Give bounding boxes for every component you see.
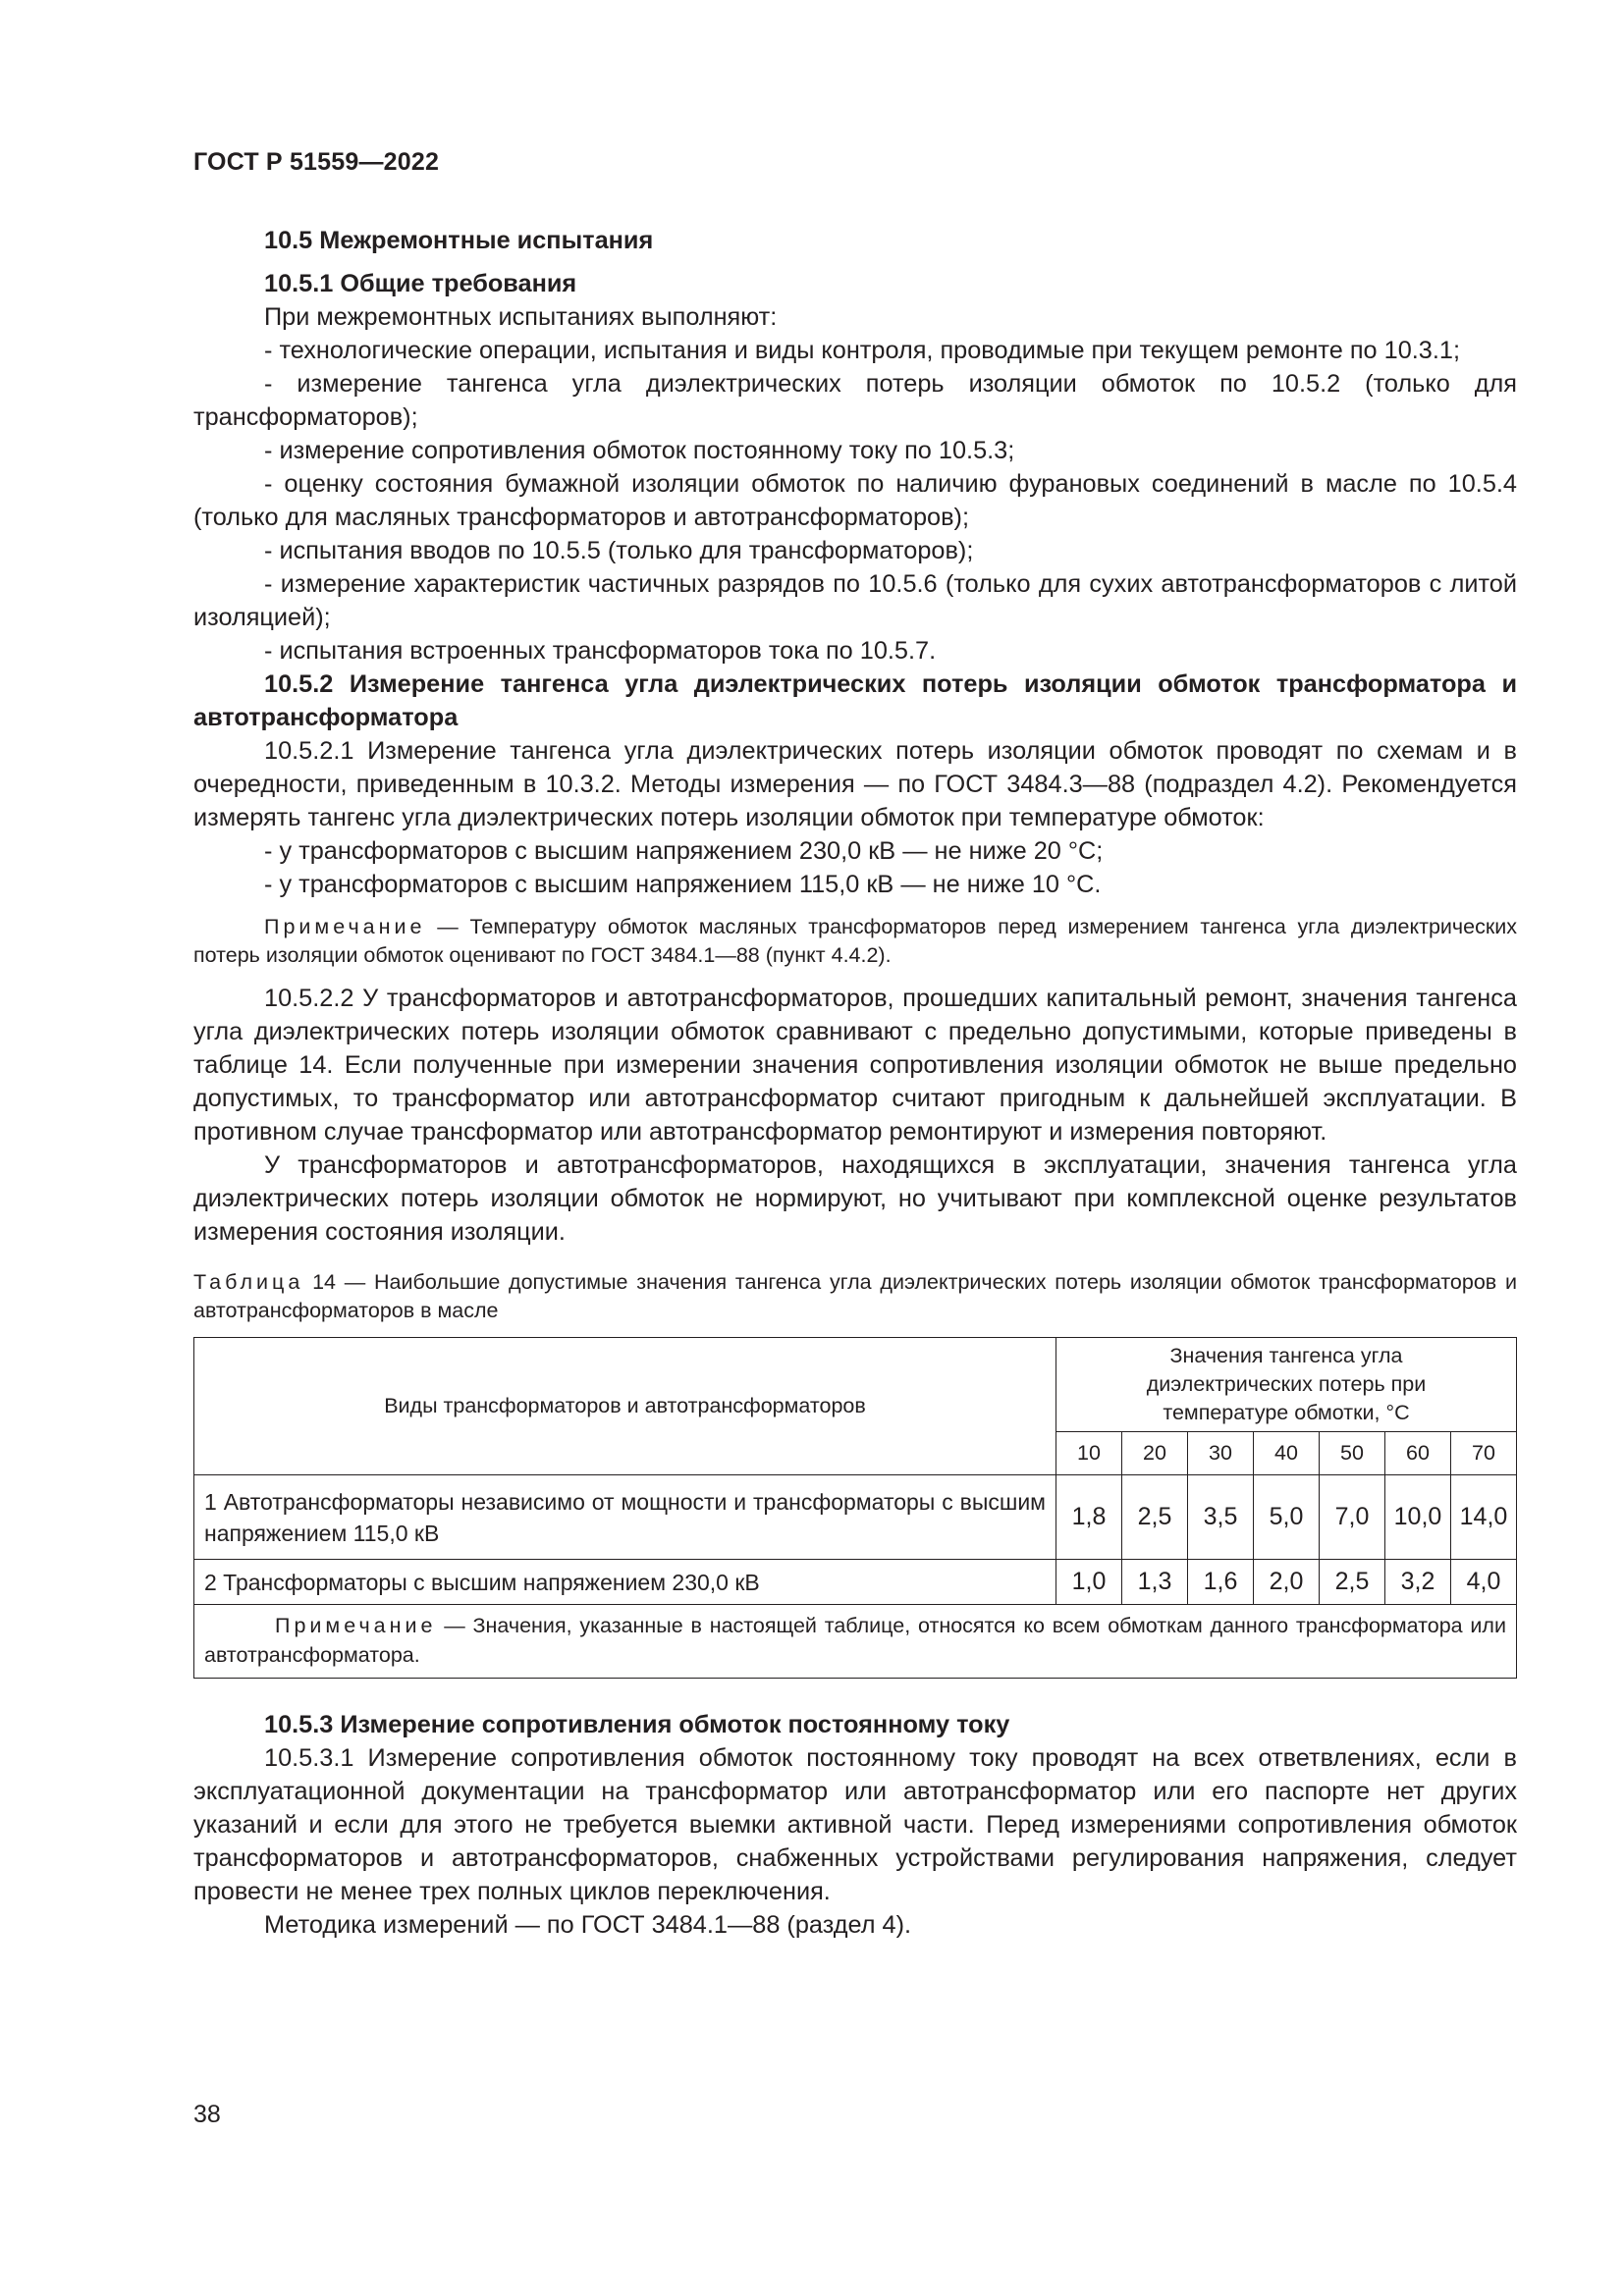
paragraph-10-5-2-1: 10.5.2.1 Измерение тангенса угла диэлектрических потерь изоляции обмоток проводят по схемам и в очередности, приведенным в 10.3.2. Методы измерения — по ГОСТ 3484.3—88 (подраздел 4.2). Рекомендуется измерять тангенс угла диэлектрических потерь изоляции обмоток при температуре обмоток: — [193, 737, 1517, 831]
list-item: - у трансформаторов с высшим напряжением 230,0 кВ — не ниже 20 °С; — [264, 837, 1104, 865]
subsection-heading-10-5-3: 10.5.3 Измерение сопротивления обмоток постоянному току — [264, 1711, 1010, 1738]
header-cell-values: Значения тангенса угла диэлектрических потерь при температуре обмотки, °С — [1056, 1338, 1517, 1432]
table-cell: 2,5 — [1320, 1560, 1385, 1605]
header-cell-type: Виды трансформаторов и автотрансформаторов — [194, 1338, 1056, 1475]
list-item: - испытания встроенных трансформаторов тока по 10.5.7. — [264, 637, 937, 665]
document-header: ГОСТ Р 51559—2022 — [193, 148, 440, 176]
paragraph-10-5-2-2: 10.5.2.2 У трансформаторов и автотрансформаторов, прошедших капитальный ремонт, значения тангенса угла диэлектрических потерь изоляции обмоток сравнивают с предельно допустимыми, которые приведены в таблице 14. Если полученные при измерении значения сопротивления изоляции обмоток не выше предельно допустимых, то трансформатор или автотрансформатор считают пригодным к дальнейшей эксплуатации. В противном случае трансформатор или автотрансформатор ремонтируют и измерения повторяют. — [193, 985, 1517, 1146]
table-cell: 5,0 — [1254, 1475, 1320, 1560]
header-cell-temp: 50 — [1320, 1432, 1385, 1475]
note-label: Примечание — [264, 915, 426, 938]
note-10-5-2 — [193, 913, 1517, 970]
table-row — [194, 1560, 1517, 1605]
header-cell-temp: 20 — [1122, 1432, 1188, 1475]
table-cell: 1,8 — [1056, 1475, 1122, 1560]
table-row — [194, 1475, 1517, 1560]
list-item: - измерение характеристик частичных разрядов по 10.5.6 (только для сухих автотрансформаторов с литой изоляцией); — [193, 570, 1517, 631]
page-number: 38 — [193, 2101, 221, 2128]
note-text: — Температуру обмоток масляных трансформаторов перед измерением тангенса угла диэлектрических потерь изоляции обмоток оценивают по ГОСТ 3484.1—88 (пункт 4.4.2). — [193, 915, 1517, 967]
list-item: - испытания вводов по 10.5.5 (только для трансформаторов); — [264, 537, 974, 564]
row-label: 1 Автотрансформаторы независимо от мощности и трансформаторы с высшим напряжением 115,0 кВ — [194, 1475, 1056, 1560]
table-cell: 3,5 — [1188, 1475, 1254, 1560]
table-cell: 2,5 — [1122, 1475, 1188, 1560]
table-caption — [193, 1268, 1517, 1325]
table-cell: 2,0 — [1254, 1560, 1320, 1605]
table-caption-text: 14 — Наибольшие допустимые значения тангенса угла диэлектрических потерь изоляции обмоток трансформаторов и автотрансформаторов в масле — [193, 1270, 1517, 1322]
table-cell: 1,0 — [1056, 1560, 1122, 1605]
paragraph-operation: У трансформаторов и автотрансформаторов, находящихся в эксплуатации, значения тангенса угла диэлектрических потерь изоляции обмоток не нормируют, но учитывают при комплексной оценке результатов измерения состояния изоляции. — [193, 1151, 1517, 1246]
list-item: - оценку состояния бумажной изоляции обмоток по наличию фурановых соединений в масле по 10.5.4 (только для масляных трансформаторов и автотрансформаторов); — [193, 470, 1517, 531]
header-cell-temp: 10 — [1056, 1432, 1122, 1475]
header-cell-temp: 30 — [1188, 1432, 1254, 1475]
list-item: - у трансформаторов с высшим напряжением 115,0 кВ — не ниже 10 °С. — [264, 871, 1102, 898]
table-cell: 7,0 — [1320, 1475, 1385, 1560]
page-content — [193, 224, 1517, 1942]
table-note-text: — Значения, указанные в настоящей таблице, относятся ко всем обмоткам данного трансформатора или автотрансформатора. — [204, 1614, 1506, 1667]
table-cell: 1,6 — [1188, 1560, 1254, 1605]
table-note — [194, 1605, 1517, 1679]
subsection-heading-10-5-2: 10.5.2 Измерение тангенса угла диэлектрических потерь изоляции обмоток трансформатора и автотрансформатора — [193, 670, 1517, 731]
table-cell: 10,0 — [1385, 1475, 1451, 1560]
section-heading-10-5: 10.5 Межремонтные испытания — [264, 227, 654, 254]
table-cell: 14,0 — [1451, 1475, 1517, 1560]
subsection-heading-10-5-1: 10.5.1 Общие требования — [264, 270, 577, 297]
paragraph-intro: При межремонтных испытаниях выполняют: — [264, 303, 778, 331]
list-item: - измерение тангенса угла диэлектрических потерь изоляции обмоток по 10.5.2 (только для трансформаторов); — [193, 370, 1517, 431]
table-caption-label: Таблица — [193, 1270, 304, 1294]
paragraph-10-5-3-1: 10.5.3.1 Измерение сопротивления обмоток постоянному току проводят на всех ответвлениях, если в эксплуатационной документации на трансформатор или автотрансформатор или его паспорте нет других указаний и если для этого не требуется выемки активной части. Перед измерениями сопротивления обмоток трансформаторов и автотрансформаторов, снабженных устройствами регулирования напряжения, следует провести не менее трех полных циклов переключения. — [193, 1744, 1517, 1905]
table-14 — [193, 1337, 1517, 1679]
paragraph-method: Методика измерений — по ГОСТ 3484.1—88 (раздел 4). — [264, 1911, 912, 1939]
list-item: - измерение сопротивления обмоток постоянному току по 10.5.3; — [264, 437, 1015, 464]
header-cell-temp: 40 — [1254, 1432, 1320, 1475]
table-note-row — [194, 1605, 1517, 1679]
table-cell: 4,0 — [1451, 1560, 1517, 1605]
table-note-label: Примечание — [275, 1614, 437, 1637]
table-cell: 1,3 — [1122, 1560, 1188, 1605]
row-label: 2 Трансформаторы с высшим напряжением 230,0 кВ — [194, 1560, 1056, 1605]
header-cell-temp: 70 — [1451, 1432, 1517, 1475]
table-cell: 3,2 — [1385, 1560, 1451, 1605]
header-cell-temp: 60 — [1385, 1432, 1451, 1475]
list-item: - технологические операции, испытания и виды контроля, проводимые при текущем ремонте по 10.3.1; — [264, 337, 1460, 364]
